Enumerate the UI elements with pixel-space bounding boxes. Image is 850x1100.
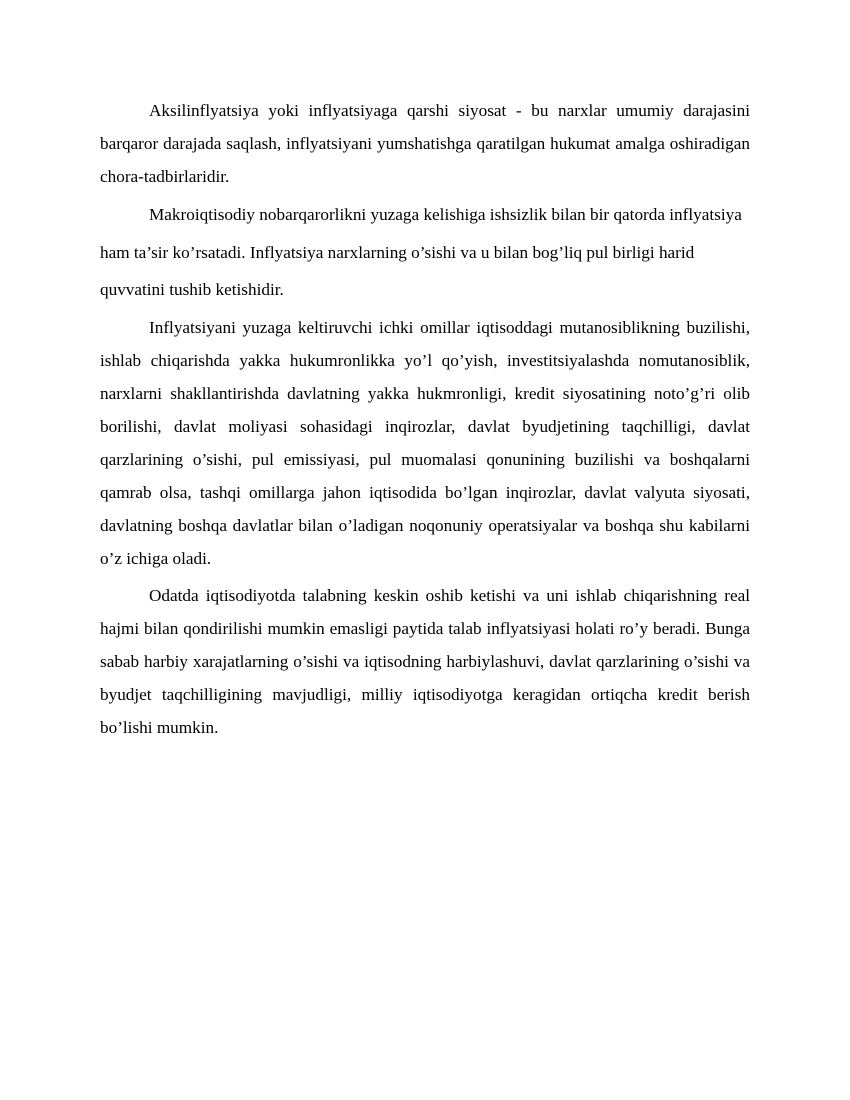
paragraph-macroeconomic-instability: Makroiqtisodiy nobarqarorlikni yuzaga kelishiga ishsizlik bilan bir qatorda inflyatsiya ham ta’sir ko’rsatadi. Inflyatsiya narxlarning o’sishi va u bilan bog’liq pul birligi harid quvvatini tushib ketishidir. bbox=[100, 205, 742, 299]
paragraph-antiinflation-definition: Aksilinflyatsiya yoki inflyatsiyaga qarshi siyosat - bu narxlar umumiy darajasini barqaror darajada saqlash, inflyatsiyani yumshatishga qaratilgan hukumat amalga oshiradigan chora-tadbirlaridir. bbox=[100, 101, 750, 186]
paragraph-inflation-factors: Inflyatsiyani yuzaga keltiruvchi ichki omillar iqtisoddagi mutanosiblikning buzilishi, ishlab chiqarishda yakka hukumronlikka yo’l qo’yish, investitsiyalashda nomutanosiblik, narxlarni shakllantirishda davlatning yakka hukmronligi, kredit siyosatining noto’g’ri olib borilishi, davlat moliyasi sohasidagi inqirozlar, davlat byudjetining taqchilligi, davlat qarzlarining o’sishi, pul emissiyasi, pul muomalasi qonunining buzilishi va boshqalarni qamrab olsa, tashqi omillarga jahon iqtisodida bo’lgan inqirozlar, davlat valyuta siyosati, davlatning boshqa davlatlar bilan o’ladigan noqonuniy operatsiyalar va boshqa shu kabilarni o’z ichiga oladi. bbox=[100, 317, 750, 568]
paragraph-demand-inflation: Odatda iqtisodiyotda talabning keskin oshib ketishi va uni ishlab chiqarishning real hajmi bilan qondirilishi mumkin emasligi paytida talab inflyatsiyasi holati ro’y beradi. Bunga sabab harbiy xarajatlarning o’sishi va iqtisodning harbiylashuvi, davlat qarzlarining o’sishi va byudjet taqchilligining mavjudligi, milliy iqtisodiyotga keragidan ortiqcha kredit berish bo’lishi mumkin. bbox=[100, 585, 750, 737]
document-page bbox=[100, 94, 750, 748]
